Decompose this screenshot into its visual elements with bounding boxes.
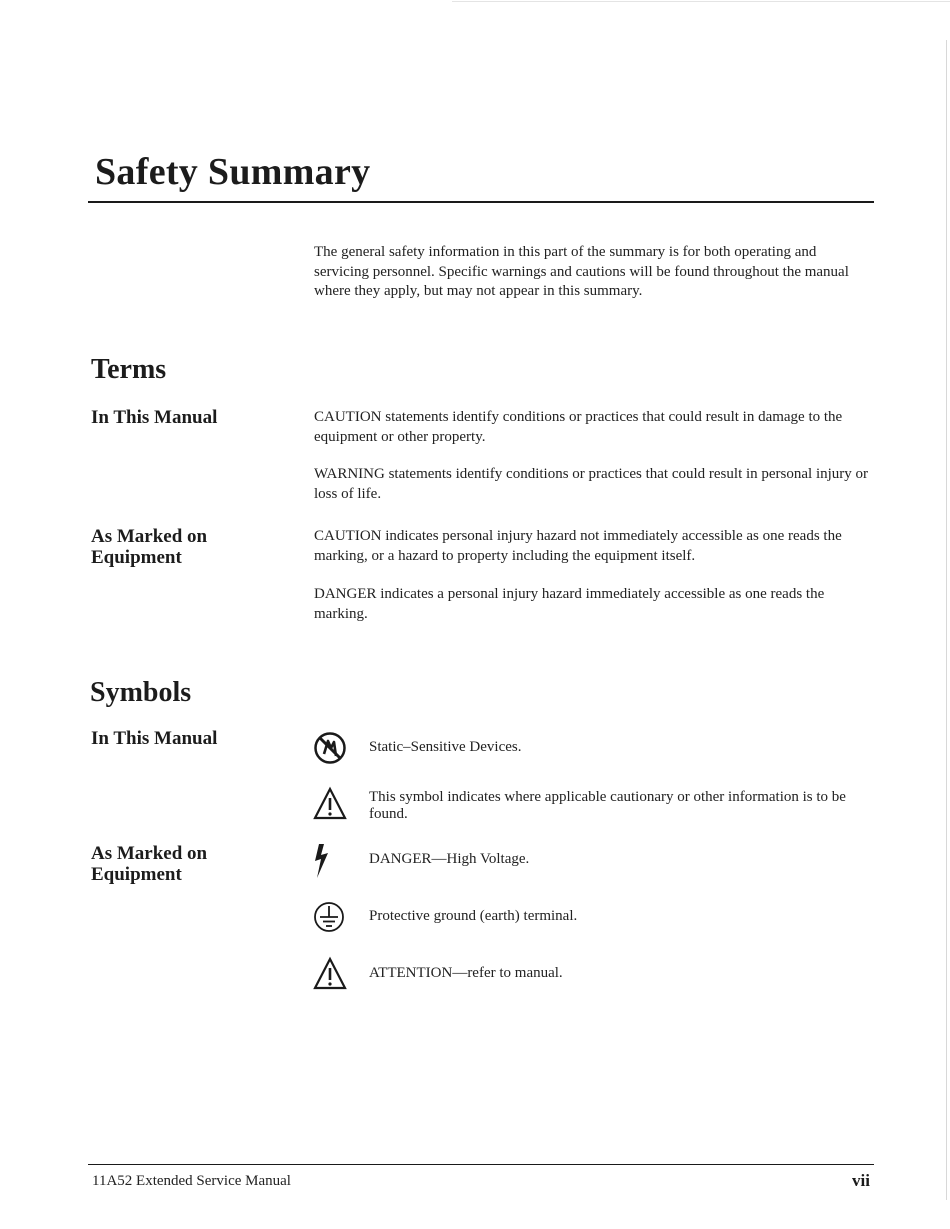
page-title: Safety Summary bbox=[95, 151, 371, 193]
symbol-description: Protective ground (earth) terminal. bbox=[369, 908, 578, 924]
caution-triangle-icon bbox=[312, 786, 348, 822]
symbol-description: DANGER—High Voltage. bbox=[369, 851, 530, 867]
protective-ground-icon bbox=[312, 900, 348, 936]
high-voltage-icon bbox=[310, 842, 346, 878]
symbol-row bbox=[312, 786, 872, 826]
symbol-row bbox=[312, 900, 872, 936]
static-sensitive-icon bbox=[312, 730, 348, 766]
terms-in-manual-label: In This Manual bbox=[91, 407, 218, 428]
caution-statement: CAUTION statements identify conditions or practices that could result in damage to the equipment or other property. bbox=[314, 409, 843, 445]
terms-on-equipment-label bbox=[91, 526, 207, 568]
symbol-row bbox=[312, 956, 872, 992]
symbol-row bbox=[312, 842, 872, 880]
danger-marking: DANGER indicates a personal injury hazard immediately accessible as one reads the marking. bbox=[314, 586, 825, 622]
symbol-row bbox=[312, 730, 872, 766]
symbols-heading: Symbols bbox=[90, 677, 192, 708]
symbols-in-manual-label: In This Manual bbox=[91, 728, 218, 749]
label-line-1: As Marked on bbox=[91, 843, 208, 864]
symbol-description: ATTENTION—refer to manual. bbox=[369, 965, 563, 981]
intro-paragraph: The general safety information in this part of the summary is for both operating and servicing personnel. Specific warnings and cautions will be found throughout the manual where they apply, but may not appear in this summary. bbox=[314, 244, 849, 299]
attention-triangle-icon bbox=[312, 956, 348, 992]
footer-rule bbox=[88, 1164, 874, 1165]
symbols-on-equipment-label bbox=[91, 843, 207, 885]
symbol-description: This symbol indicates where applicable cautionary or other information is to be found. bbox=[369, 789, 846, 822]
symbol-description: Static–Sensitive Devices. bbox=[369, 739, 522, 755]
caution-marking: CAUTION indicates personal injury hazard not immediately accessible as one reads the marking, or a hazard to property including the equipment itself. bbox=[314, 528, 842, 564]
scan-edge-right bbox=[946, 40, 947, 1200]
label-line-1: As Marked on bbox=[91, 526, 208, 547]
footer-manual-name: 11A52 Extended Service Manual bbox=[92, 1173, 291, 1189]
title-rule bbox=[88, 201, 874, 203]
warning-statement: WARNING statements identify conditions or practices that could result in personal injury or loss of life. bbox=[314, 466, 869, 502]
scan-edge-top bbox=[452, 1, 950, 2]
terms-heading: Terms bbox=[91, 354, 167, 385]
label-line-2: Equipment bbox=[91, 864, 182, 885]
label-line-2: Equipment bbox=[91, 547, 182, 568]
page-number: vii bbox=[852, 1171, 870, 1190]
